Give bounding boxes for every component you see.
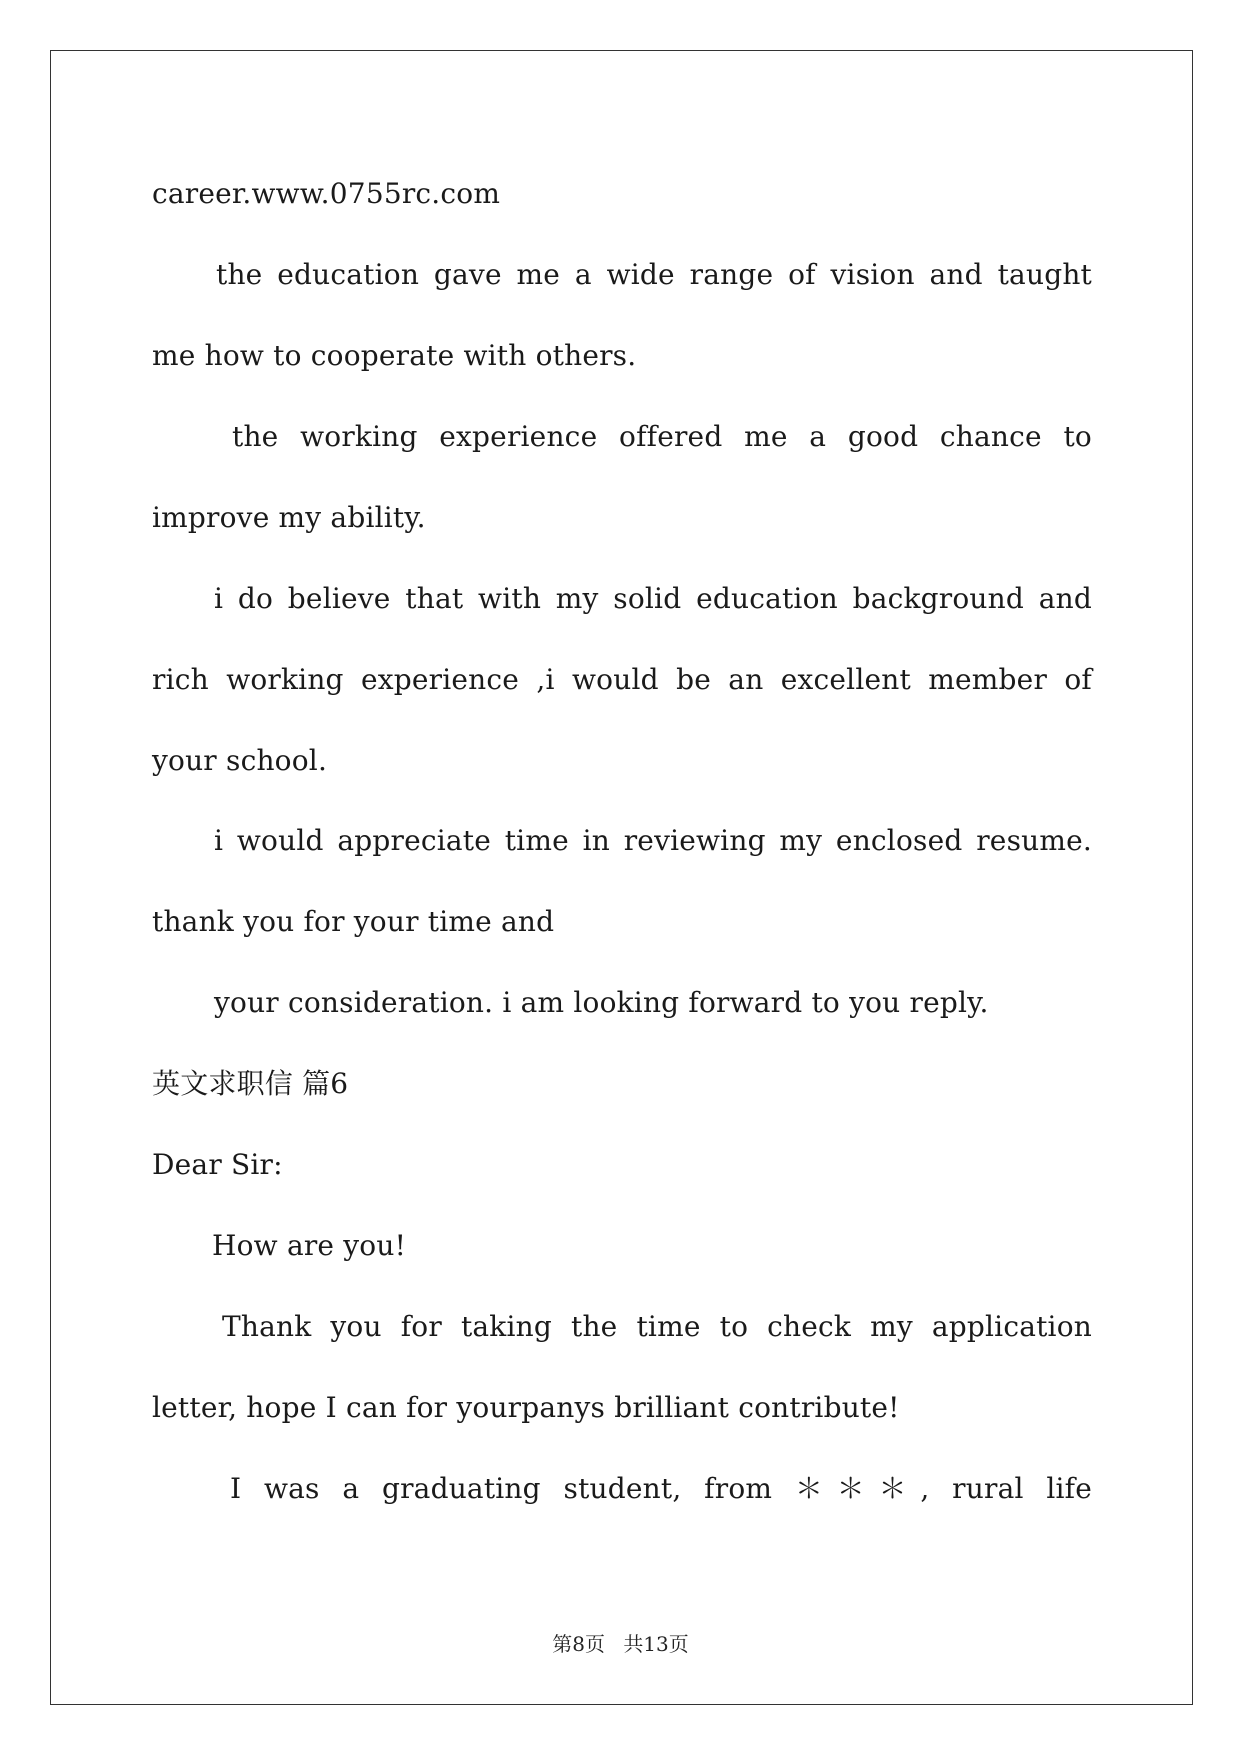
- page-border: [50, 50, 1193, 1705]
- text-line-1: career.www.0755rc.com: [152, 177, 501, 210]
- text-line-3: me how to cooperate with others.: [152, 339, 637, 372]
- page-footer: [0, 1631, 1241, 1657]
- text-line-15: Thank you for taking the time to check my application: [222, 1310, 1092, 1343]
- text-line-greeting: How are you!: [212, 1229, 407, 1262]
- text-line-7: rich working experience ,i would be an excellent member of: [152, 663, 1092, 696]
- section-heading: 英文求职信 篇6: [152, 1067, 349, 1100]
- salutation: Dear Sir:: [152, 1148, 283, 1181]
- text-line-5: improve my ability.: [152, 501, 426, 534]
- text-line-9: i would appreciate time in reviewing my enclosed resume.: [214, 824, 1092, 857]
- page-total: 共13页: [623, 1632, 689, 1656]
- text-line-4: the working experience offered me a good chance to: [232, 420, 1092, 453]
- text-line-10: thank you for your time and: [152, 905, 555, 938]
- page-number: 第8页: [552, 1632, 605, 1656]
- text-line-11: your consideration. i am looking forward to you reply.: [214, 986, 989, 1019]
- text-line-8: your school.: [152, 744, 328, 777]
- text-line-17: I was a graduating student, from ＊＊＊, rural life: [230, 1472, 1092, 1505]
- text-line-2: the education gave me a wide range of vision and taught: [216, 258, 1092, 291]
- text-line-16: letter, hope I can for yourpanys brilliant contribute!: [152, 1391, 900, 1424]
- text-line-6: i do believe that with my solid education background and: [214, 582, 1092, 615]
